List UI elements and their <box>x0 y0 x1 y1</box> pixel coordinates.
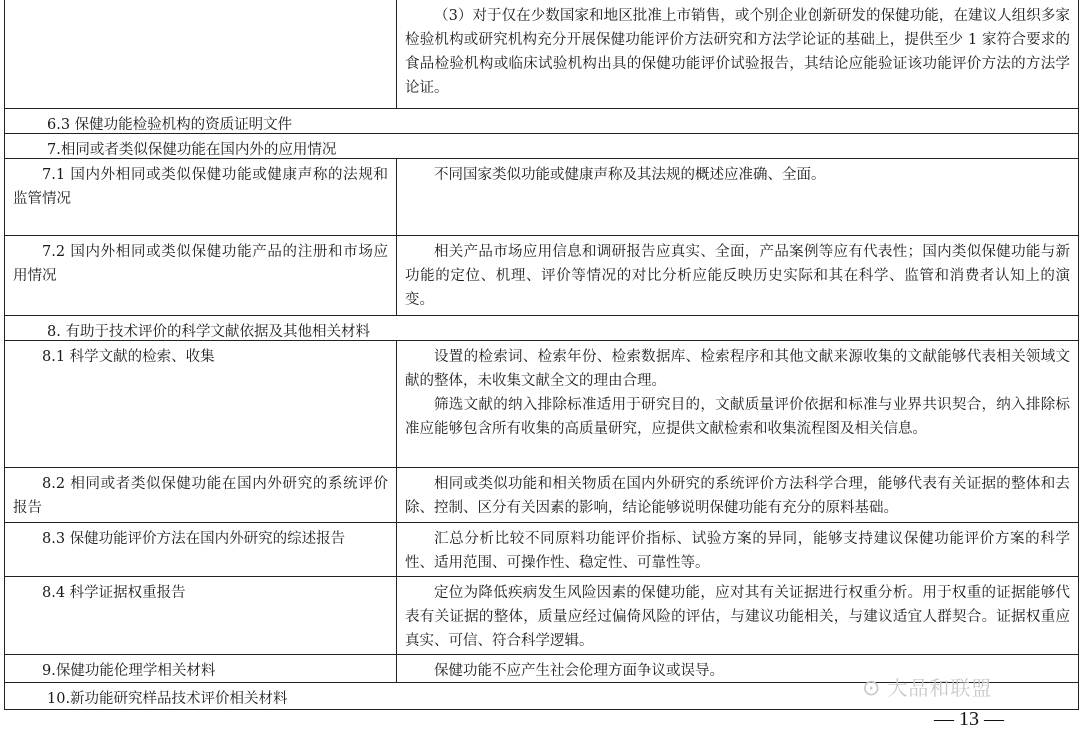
table-cell-right <box>397 468 1078 522</box>
section-heading: 10.新功能研究样品技术评价相关材料 <box>47 691 288 707</box>
section-heading: 7.相同或者类似保健功能在国内外的应用情况 <box>47 142 337 158</box>
table-cell-left <box>5 523 397 576</box>
table-row <box>5 236 1078 316</box>
cell-paragraph: 8.4 科学证据权重报告 <box>42 585 186 601</box>
table-cell-left <box>5 0 397 108</box>
table-cell-right <box>397 341 1078 467</box>
table-row <box>5 109 1078 134</box>
table-cell-left <box>5 577 397 654</box>
cell-paragraph: 8.3 保健功能评价方法在国内外研究的综述报告 <box>42 531 346 547</box>
requirements-table <box>4 0 1079 710</box>
table-row <box>5 0 1078 109</box>
table-row <box>5 341 1078 468</box>
table-row <box>5 134 1078 159</box>
cell-paragraph: 定位为降低疾病发生风险因素的保健功能，应对其有关证据进行权重分析。用于权重的证据能够代表有关证据的整体，质量应经过偏倚风险的评估，与建议功能相关，与建议适宜人群契合。证据权重应真实、可信、符合科学逻辑。 <box>405 585 1070 649</box>
table-cell-right <box>397 577 1078 654</box>
table-cell-left <box>5 655 397 682</box>
section-heading: 8. 有助于技术评价的科学文献依据及其他相关材料 <box>47 324 370 340</box>
table-row <box>5 523 1078 577</box>
table-row <box>5 316 1078 341</box>
section-heading: 6.3 保健功能检验机构的资质证明文件 <box>47 117 293 133</box>
table-cell-left <box>5 341 397 467</box>
page-number: — 13 — <box>934 708 1004 730</box>
cell-paragraph: 汇总分析比较不同原料功能评价指标、试验方案的异同，能够支持建议保健功能评价方案的科学性、适用范围、可操作性、稳定性、可靠性等。 <box>405 531 1070 571</box>
cell-paragraph: 保健功能不应产生社会伦理方面争议或误导。 <box>434 663 724 679</box>
table-cell-right <box>397 236 1078 315</box>
table-row <box>5 159 1078 236</box>
table-cell-left <box>5 159 397 235</box>
table-cell-right <box>397 159 1078 235</box>
cell-paragraph: 相同或类似功能和相关物质在国内外研究的系统评价方法科学合理，能够代表有关证据的整体和去除、控制、区分有关因素的影响，结论能够说明保健功能有充分的原料基础。 <box>405 476 1070 516</box>
table-cell-right <box>397 523 1078 576</box>
cell-paragraph: 8.2 相同或者类似保健功能在国内外研究的系统评价报告 <box>13 476 388 516</box>
cell-paragraph: 9.保健功能伦理学相关材料 <box>42 663 216 679</box>
watermark-text: 大品和联盟 <box>887 676 993 700</box>
cell-paragraph: （3）对于仅在少数国家和地区批准上市销售，或个别企业创新研发的保健功能，在建议人组织多家检验机构或研究机构充分开展保健功能评价方法研究和方法学论证的基础上，提供至少 1 家符合要求的食品检验机构或临床试验机构出具的保健功能评价试验报告，其结论应能验证该功能评价方法的方法学论证。 <box>405 8 1070 96</box>
cell-paragraph: 8.1 科学文献的检索、收集 <box>42 349 215 365</box>
cell-paragraph: 设置的检索词、检索年份、检索数据库、检索程序和其他文献来源收集的文献能够代表相关领域文献的整体，未收集文献全文的理由合理。 <box>405 349 1070 389</box>
cell-paragraph: 相关产品市场应用信息和调研报告应真实、全面，产品案例等应有代表性；国内类似保健功能与新功能的定位、机理、评价等情况的对比分析应能反映历史实际和其在科学、监管和消费者认知上的演变。 <box>405 244 1070 308</box>
table-cell-right <box>397 0 1078 108</box>
cell-paragraph: 7.2 国内外相同或类似保健功能产品的注册和市场应用情况 <box>13 244 388 284</box>
cell-paragraph: 不同国家类似功能或健康声称及其法规的概述应准确、全面。 <box>434 167 826 183</box>
table-cell-left <box>5 468 397 522</box>
table-row <box>5 577 1078 655</box>
table-row <box>5 468 1078 523</box>
wechat-icon: ⊙ <box>862 676 882 701</box>
watermark-logo <box>862 672 992 701</box>
table-cell-left <box>5 236 397 315</box>
cell-paragraph: 7.1 国内外相同或类似保健功能或健康声称的法规和监管情况 <box>13 167 388 207</box>
cell-paragraph: 筛选文献的纳入排除标准适用于研究目的，文献质量评价依据和标准与业界共识契合，纳入排除标准应能够包含所有收集的高质量研究，应提供文献检索和收集流程图及相关信息。 <box>405 397 1070 437</box>
